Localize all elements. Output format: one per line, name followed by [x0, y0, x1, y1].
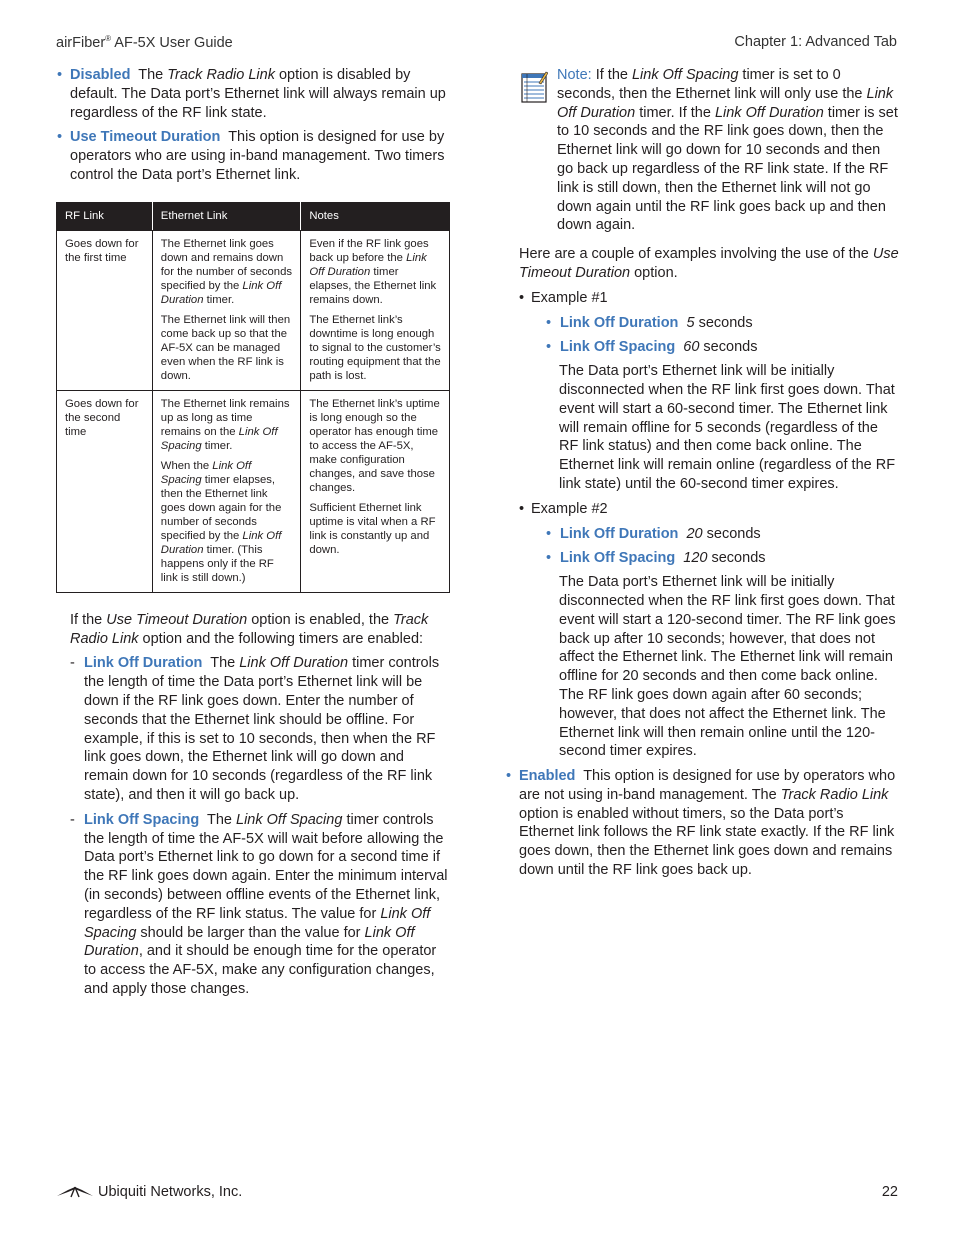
- bullet-marker: •: [546, 550, 552, 567]
- example-2: • Example #2: [519, 500, 608, 517]
- table-row: [57, 230, 450, 390]
- term-use-timeout-duration: Use Timeout Duration: [70, 129, 221, 146]
- example-1-link-off-spacing: • Link Off Spacing 60 seconds: [546, 339, 758, 356]
- table-cell: Even if the RF link goes back up before the Link Off Duration timer elapses, the Ethernet link remains down. The Ethernet link’s downtime is long enough to signal to the customer’s routing equipment that the path is lost.: [301, 230, 450, 390]
- table-cell: Goes down for the second time: [57, 390, 153, 592]
- column-header: RF Link: [57, 202, 153, 230]
- option-disabled: • Disabled The Track Radio Link option is disabled by default. The Data port’s Ethernet link will always remain up regardless of the RF link state.: [57, 67, 446, 121]
- example-1-link-off-duration: • Link Off Duration 5 seconds: [546, 314, 753, 331]
- notepad-icon: [520, 71, 548, 103]
- example-1-description: The Data port’s Ethernet link will be initially disconnected when the RF link first goes down. That event will start a 60-second timer. The Ethernet link will remain offline for 5 seconds (regardless of the RF link status) and then come back online. The Ethernet link will remain online (regardless of the RF link state) until the 60-second timer expires.: [559, 363, 896, 492]
- dash-marker: -: [70, 655, 75, 672]
- dash-marker: -: [70, 811, 75, 828]
- example-2-link-off-duration: • Link Off Duration 20 seconds: [546, 525, 761, 542]
- bullet-marker: •: [506, 768, 512, 785]
- table-cell: The Ethernet link’s uptime is long enough so the operator has enough time to access the AF-5X, make configuration changes, and save those changes. Sufficient Ethernet link uptime is vital when a RF link is constantly up and down.: [301, 390, 450, 592]
- ubiquiti-logo-icon: [56, 1186, 94, 1198]
- header-guide-title: airFiber® AF-5X User Guide: [56, 34, 233, 51]
- example-2-description: The Data port’s Ethernet link will be initially disconnected when the RF link first goes down. That event will start a 120-second timer. The RF link goes back up after 10 seconds; however, that does not affect the Ethernet link. The Ethernet link will remain offline for 20 seconds and then come back online. The RF link goes down again after 60 seconds; however, that does not affect the Ethernet link. The Ethernet link will then remain online until the 120-second timer expires.: [559, 574, 896, 760]
- term-enabled: Enabled: [519, 768, 576, 785]
- note-block: Note: If the Link Off Spacing timer is set to 0 seconds, then the Ethernet link will only use the Link Off Duration timer. If the Link Off Duration timer is set to 10 seconds and the RF link goes down, then the Ethernet link will go down for 10 seconds and then go back up regardless of the RF link state. If the RF link is still down, then the Ethernet link will not go down again until the RF link goes back up and then down again.: [505, 66, 900, 235]
- option-enabled: • Enabled This option is designed for use by operators who are not using in-band management. The Track Radio Link option is enabled without timers, so the Data port’s Ethernet link follows the RF link state exactly. If the RF link goes down, then the Ethernet link goes down and remains down until the RF link goes back up.: [506, 768, 896, 879]
- table-row: [57, 390, 450, 592]
- example-1: • Example #1: [519, 289, 608, 306]
- examples: [505, 289, 900, 761]
- timers-intro-paragraph: If the Use Timeout Duration option is enabled, the Track Radio Link option and the following timers are enabled:: [70, 611, 429, 647]
- bullet-marker: •: [546, 314, 552, 331]
- term-link-off-spacing: Link Off Spacing: [84, 811, 200, 828]
- table-cell: The Ethernet link goes down and remains down for the number of seconds specified by the Link Off Duration timer. The Ethernet link will then come back up so that the AF-5X can be managed even when the RF link is down.: [152, 230, 301, 390]
- term-disabled: Disabled: [70, 67, 131, 83]
- note-label: Note:: [557, 67, 592, 83]
- timer-link-off-duration: - Link Off Duration The Link Off Duration timer controls the length of time the Data port’s Ethernet link will be down if the RF link goes down. Enter the number of seconds that the Ethernet link should be offline. For example, if this is set to 10 seconds, then when the RF link goes down, the Ethernet link will go down and remain down for 10 seconds (regardless of the RF link state), and then it will go back up.: [70, 655, 440, 803]
- bullet-marker: •: [546, 339, 552, 356]
- table-header-row: [57, 202, 450, 230]
- bullet-marker: •: [57, 129, 63, 146]
- page-number: 22: [881, 1184, 898, 1200]
- column-header: Ethernet Link: [152, 202, 301, 230]
- option-use-timeout-duration: • Use Timeout Duration This option is designed for use by operators who are using in-band management. Two timers control the Data port’s Ethernet link.: [57, 129, 445, 183]
- footer-company: Ubiquiti Networks, Inc.: [56, 1184, 242, 1200]
- left-column: [56, 66, 448, 1005]
- header-chapter: Chapter 1: Advanced Tab: [734, 34, 897, 50]
- timer-link-off-spacing: - Link Off Spacing The Link Off Spacing timer controls the length of time the AF-5X will wait before allowing the Data port’s Ethernet link to go down for a second time if the RF link goes down again. Enter the minimum interval (in seconds) between offline events of the Ethernet link, regardless of the RF link status. The value for Link Off Spacing should be larger than the value for Link Off Duration, and it should be enough time for the operator to access the AF-5X, make any configuration changes, and apply those changes.: [70, 811, 448, 997]
- table-cell: The Ethernet link remains up as long as time remains on the Link Off Spacing timer. When the Link Off Spacing timer elapses, then the Ethernet link goes down again for the number of seconds specified by the Link Off Duration timer. (This happens only if the RF link is still down.): [152, 390, 301, 592]
- examples-intro-paragraph: Here are a couple of examples involving the use of the Use Timeout Duration option.: [519, 246, 899, 281]
- right-column: [505, 66, 900, 886]
- timer-behavior-table: [56, 202, 450, 593]
- bullet-marker: •: [57, 67, 63, 83]
- table-cell: Goes down for the first time: [57, 230, 153, 390]
- bullet-marker: •: [519, 289, 525, 306]
- term-link-off-duration: Link Off Duration: [84, 655, 203, 672]
- bullet-marker: •: [546, 525, 552, 542]
- example-2-link-off-spacing: • Link Off Spacing 120 seconds: [546, 550, 766, 567]
- column-header: Notes: [301, 202, 450, 230]
- bullet-marker: •: [519, 500, 525, 517]
